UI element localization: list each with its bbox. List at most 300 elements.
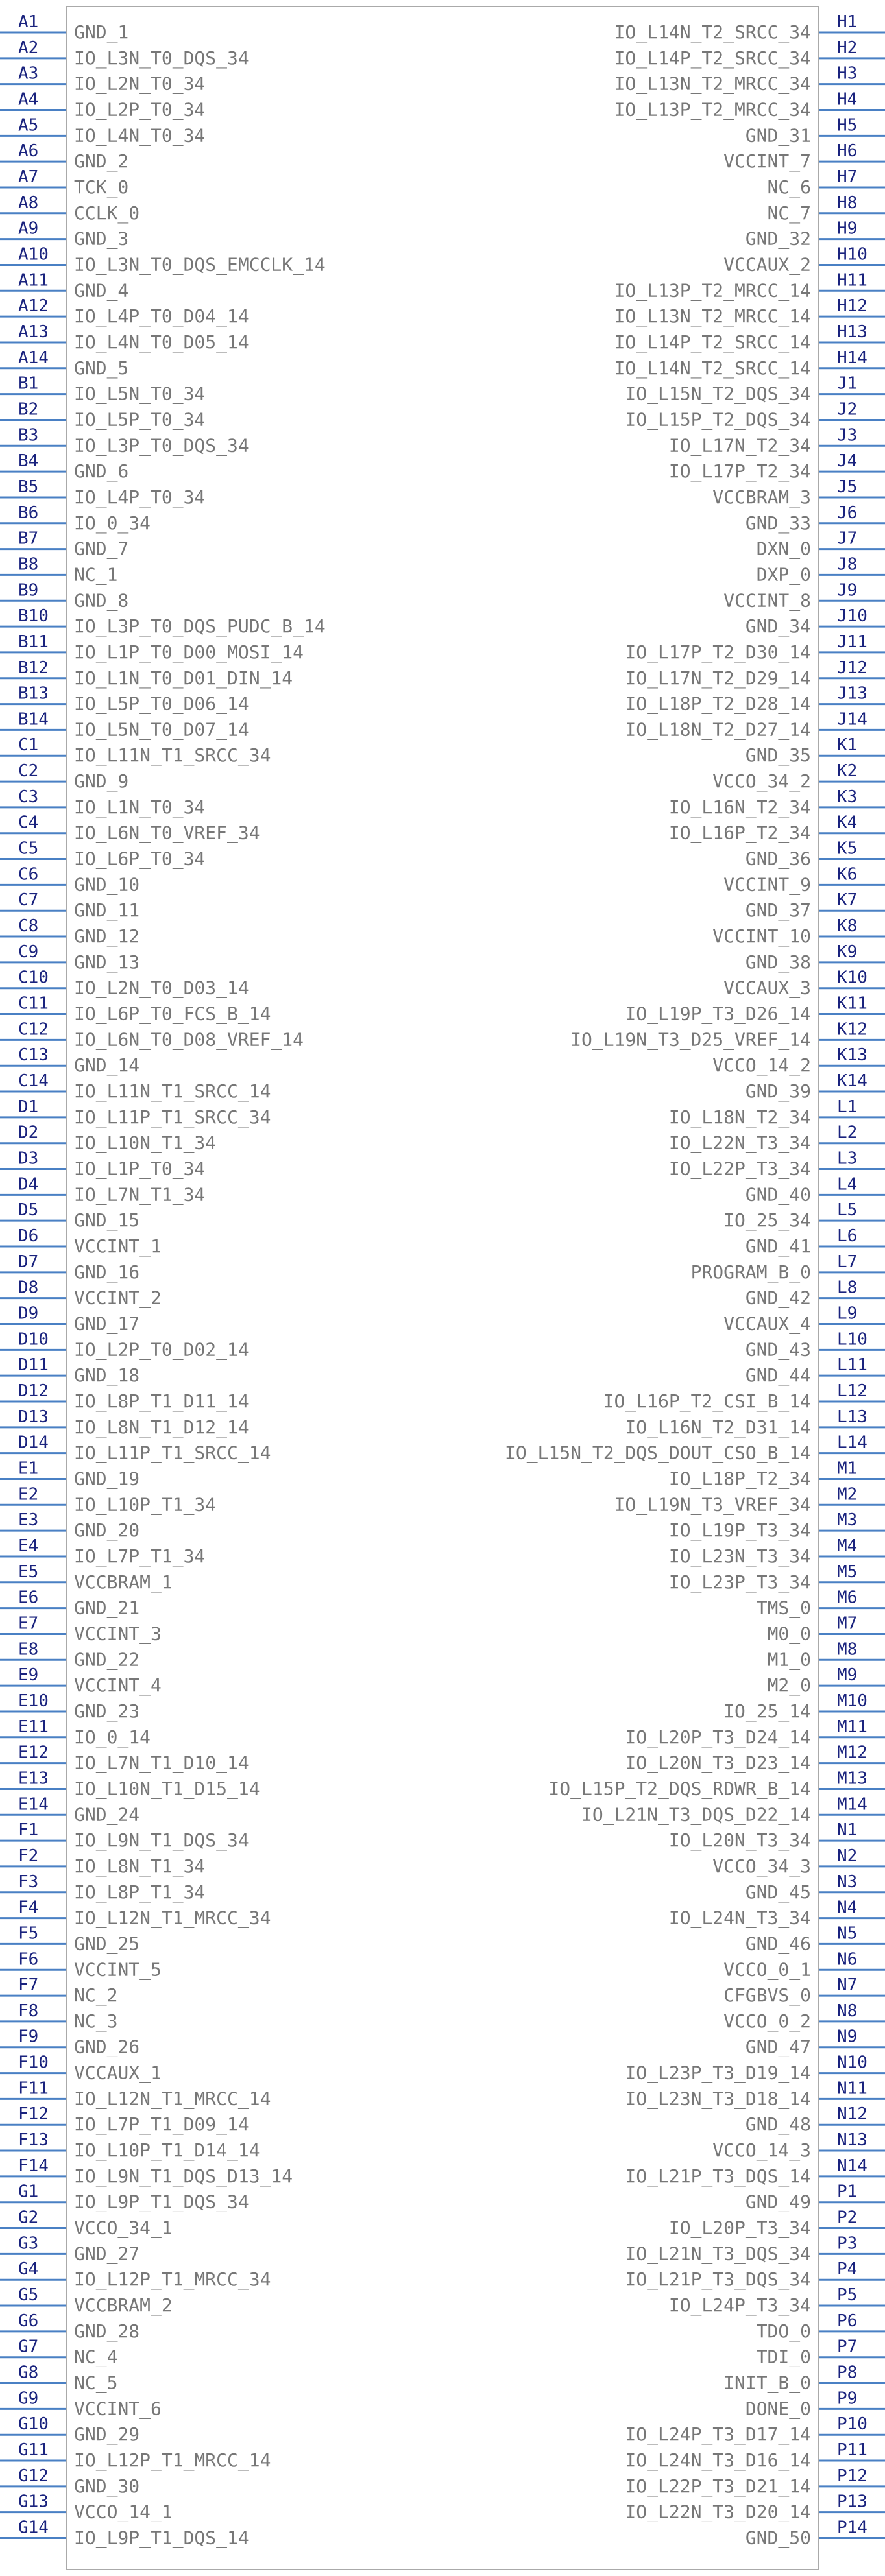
pin-name: IO_L23N_T3_34 [668, 1545, 811, 1567]
pin-number: J7 [837, 529, 858, 549]
pin-number: B10 [18, 606, 49, 626]
pin-name: GND_50 [745, 2527, 811, 2549]
pin-number: H8 [837, 193, 858, 213]
pin-name: IO_L21P_T3_DQS_14 [625, 2165, 811, 2187]
pin-number: P3 [837, 2234, 858, 2254]
pin-name: GND_11 [74, 900, 140, 922]
pin-name: IO_L23N_T3_D18_14 [625, 2088, 811, 2110]
pin-name: IO_L1N_T0_34 [74, 796, 206, 818]
pin-name: VCCAUX_2 [723, 254, 811, 276]
pin-name: IO_L20N_T3_34 [668, 1830, 811, 1852]
pin-name: IO_L6P_T0_FCS_B_14 [74, 1003, 271, 1025]
pin-number: A9 [18, 219, 39, 239]
pin-name: IO_L13P_T2_MRCC_14 [614, 280, 811, 302]
pin-name: VCCINT_9 [723, 874, 811, 896]
pin-number: M6 [837, 1588, 858, 1608]
pin-number: H1 [837, 12, 858, 32]
pin-name: IO_L18P_T2_34 [668, 1468, 811, 1490]
pin-name: IO_L21N_T3_DQS_D22_14 [581, 1804, 811, 1826]
pin-number: M9 [837, 1665, 858, 1686]
pin-name: NC_1 [74, 564, 118, 586]
pin-name: GND_43 [745, 1339, 811, 1361]
pin-number: M3 [837, 1510, 858, 1531]
pin-number: N2 [837, 1846, 858, 1866]
pin-number: L4 [837, 1175, 858, 1195]
pin-number: D6 [18, 1226, 39, 1246]
pin-name: GND_48 [745, 2114, 811, 2136]
pin-number: P5 [837, 2285, 858, 2306]
pin-number: N6 [837, 1950, 858, 1970]
pin-number: D1 [18, 1097, 39, 1117]
pin-name: TMS_0 [756, 1597, 811, 1619]
pin-name: NC_3 [74, 2010, 118, 2032]
pin-name: IO_L20P_T3_34 [668, 2217, 811, 2239]
pin-number: G5 [18, 2285, 39, 2306]
pin-name: DXP_0 [756, 564, 811, 586]
pin-name: IO_L7P_T1_34 [74, 1545, 206, 1567]
pin-number: A11 [18, 270, 49, 291]
pin-number: B2 [18, 400, 39, 420]
pin-name: GND_16 [74, 1261, 140, 1283]
pin-name: VCCO_34_3 [712, 1855, 811, 1877]
pin-number: P8 [837, 2363, 858, 2383]
pin-name: IO_L17N_T2_D29_14 [625, 667, 811, 689]
pin-number: A5 [18, 115, 39, 136]
pin-name: IO_L21N_T3_DQS_34 [625, 2243, 811, 2265]
pin-name: IO_L19N_T3_D25_VREF_14 [570, 1029, 811, 1051]
pin-name: GND_28 [74, 2320, 140, 2342]
pin-number: M5 [837, 1562, 858, 1582]
pin-name: IO_L3N_T0_DQS_EMCCLK_14 [74, 254, 326, 276]
pin-name: GND_25 [74, 1933, 140, 1955]
pin-name: GND_24 [74, 1804, 140, 1826]
pin-name: IO_L24N_T3_D16_14 [625, 2450, 811, 2472]
pin-number: D13 [18, 1407, 49, 1427]
pin-number: J8 [837, 555, 858, 575]
pin-name: GND_5 [74, 357, 129, 379]
pin-number: F3 [18, 1872, 39, 1892]
pin-name: IO_L10P_T1_D14_14 [74, 2140, 260, 2162]
pin-name: IO_L17N_T2_34 [668, 435, 811, 457]
pin-number: H12 [837, 296, 867, 316]
pin-name: IO_L15P_T2_DQS_RDWR_B_14 [548, 1778, 811, 1800]
pin-number: P11 [837, 2440, 867, 2461]
pin-number: N8 [837, 2001, 858, 2021]
pin-name: VCCAUX_1 [74, 2062, 162, 2084]
pin-number: C9 [18, 942, 39, 962]
pin-number: M10 [837, 1691, 867, 1711]
pin-name: IO_L12P_T1_MRCC_34 [74, 2269, 271, 2291]
pin-name: VCCINT_3 [74, 1623, 162, 1645]
pin-name: IO_L21P_T3_DQS_34 [625, 2269, 811, 2291]
pin-name: IO_L16P_T2_34 [668, 822, 811, 844]
pin-name: GND_6 [74, 460, 129, 483]
pin-name: CFGBVS_0 [723, 1985, 811, 2007]
pin-number: K13 [837, 1045, 867, 1066]
pin-name: IO_L19N_T3_VREF_34 [614, 1494, 811, 1516]
pin-number: A13 [18, 322, 49, 342]
pin-number: G3 [18, 2234, 39, 2254]
pin-name: VCCINT_4 [74, 1675, 162, 1697]
pin-name: IO_L6P_T0_34 [74, 848, 206, 870]
pin-number: H4 [837, 89, 858, 110]
pin-number: J4 [837, 451, 858, 471]
pin-name: IO_L7P_T1_D09_14 [74, 2114, 249, 2136]
pin-number: F7 [18, 1975, 39, 1996]
pin-number: E12 [18, 1743, 49, 1763]
pin-number: G10 [18, 2415, 49, 2435]
pin-number: H13 [837, 322, 867, 342]
pin-number: L13 [837, 1407, 867, 1427]
pin-number: A14 [18, 348, 49, 368]
pin-name: GND_7 [74, 538, 129, 560]
pin-number: G8 [18, 2363, 39, 2383]
pin-number: F6 [18, 1950, 39, 1970]
pin-name: IO_L6N_T0_D08_VREF_14 [74, 1029, 304, 1051]
pin-number: D14 [18, 1433, 49, 1453]
pin-number: N1 [837, 1820, 858, 1841]
pin-name: IO_L3N_T0_DQS_34 [74, 47, 249, 69]
pin-name: GND_47 [745, 2036, 811, 2058]
pin-number: B9 [18, 580, 39, 601]
pin-name: IO_0_14 [74, 1726, 151, 1748]
pin-name: IO_L13N_T2_MRCC_34 [614, 73, 811, 95]
pin-name: IO_L5P_T0_D06_14 [74, 693, 249, 715]
pin-number: M13 [837, 1769, 867, 1789]
pin-name: TDO_0 [756, 2320, 811, 2342]
pin-number: P9 [837, 2389, 858, 2409]
pin-name: IO_L20N_T3_D23_14 [625, 1752, 811, 1774]
pin-number: N7 [837, 1975, 858, 1996]
pin-number: L12 [837, 1381, 867, 1401]
pin-name: VCCINT_1 [74, 1235, 162, 1258]
pin-name: VCCO_14_3 [712, 2140, 811, 2162]
pin-number: F1 [18, 1820, 39, 1841]
pin-name: IO_25_34 [723, 1210, 811, 1232]
pin-number: J2 [837, 400, 858, 420]
pin-number: J14 [837, 710, 867, 730]
pin-name: IO_L16P_T2_CSI_B_14 [603, 1390, 811, 1412]
pin-name: IO_L1P_T0_D00_MOSI_14 [74, 641, 304, 663]
pin-number: P1 [837, 2182, 858, 2202]
pin-name: VCCO_0_1 [723, 1959, 811, 1981]
pin-name: VCCBRAM_1 [74, 1571, 173, 1593]
pin-name: NC_5 [74, 2372, 118, 2394]
pin-number: L11 [837, 1355, 867, 1376]
pin-name: IO_L22N_T3_34 [668, 1132, 811, 1154]
pin-name: VCCINT_8 [723, 590, 811, 612]
pin-number: L10 [837, 1330, 867, 1350]
pin-number: J3 [837, 425, 858, 446]
pin-name: IO_L11N_T1_SRCC_34 [74, 745, 271, 767]
pin-number: J6 [837, 503, 858, 523]
pin-name: GND_42 [745, 1287, 811, 1309]
pin-number: E1 [18, 1459, 39, 1479]
pin-name: GND_20 [74, 1520, 140, 1542]
pin-name: GND_49 [745, 2191, 811, 2213]
pin-number: G1 [18, 2182, 39, 2202]
pin-name: VCCO_14_1 [74, 2501, 173, 2523]
pin-number: B5 [18, 477, 39, 497]
pin-number: N4 [837, 1898, 858, 1918]
pin-name: IO_L16N_T2_34 [668, 796, 811, 818]
pin-number: K2 [837, 761, 858, 781]
pin-name: IO_L14P_T2_SRCC_14 [614, 331, 811, 353]
pin-number: G6 [18, 2311, 39, 2331]
pin-name: DXN_0 [756, 538, 811, 560]
pin-name: VCCAUX_3 [723, 977, 811, 999]
pin-number: J9 [837, 580, 858, 601]
pin-number: D9 [18, 1304, 39, 1324]
pin-number: L2 [837, 1123, 858, 1143]
pin-number: L8 [837, 1278, 858, 1298]
pin-name: IO_L10N_T1_34 [74, 1132, 217, 1154]
pin-name: IO_L19P_T3_34 [668, 1520, 811, 1542]
pin-name: IO_L2P_T0_34 [74, 99, 206, 121]
pin-name: VCCO_0_2 [723, 2010, 811, 2032]
pin-number: D4 [18, 1175, 39, 1195]
pin-name: IO_L8N_T1_D12_14 [74, 1416, 249, 1438]
pin-number: B7 [18, 529, 39, 549]
pin-number: G9 [18, 2389, 39, 2409]
pin-number: D2 [18, 1123, 39, 1143]
pin-number: E9 [18, 1665, 39, 1686]
pin-name: IO_L22P_T3_34 [668, 1158, 811, 1180]
pin-number: N12 [837, 2105, 867, 2125]
pin-number: C14 [18, 1071, 49, 1091]
pin-name: GND_39 [745, 1080, 811, 1103]
pin-number: K5 [837, 839, 858, 859]
pin-name: GND_8 [74, 590, 129, 612]
pin-number: A10 [18, 244, 49, 265]
pin-number: A12 [18, 296, 49, 316]
pin-name: GND_38 [745, 951, 811, 973]
pin-name: IO_L12N_T1_MRCC_14 [74, 2088, 271, 2110]
pin-number: C4 [18, 813, 39, 833]
pin-name: IO_L16N_T2_D31_14 [625, 1416, 811, 1438]
pin-number: F2 [18, 1846, 39, 1866]
pin-name: GND_32 [745, 228, 811, 250]
pin-name: GND_22 [74, 1649, 140, 1671]
pin-number: C7 [18, 890, 39, 911]
pin-name: IO_L9N_T1_DQS_D13_14 [74, 2165, 293, 2187]
pin-name: IO_25_14 [723, 1700, 811, 1722]
pin-name: IO_L14N_T2_SRCC_34 [614, 21, 811, 43]
pin-name: GND_37 [745, 900, 811, 922]
pin-number: B14 [18, 710, 49, 730]
pin-number: B4 [18, 451, 39, 471]
pin-name: IO_L13N_T2_MRCC_14 [614, 305, 811, 328]
pin-number: K4 [837, 813, 858, 833]
pin-number: M8 [837, 1640, 858, 1660]
pin-number: C3 [18, 787, 39, 807]
pin-number: K8 [837, 916, 858, 936]
pin-name: IO_L22N_T3_D20_14 [625, 2501, 811, 2523]
pin-name: IO_L17P_T2_D30_14 [625, 641, 811, 663]
pin-name: VCCO_14_2 [712, 1055, 811, 1077]
pin-name: VCCINT_5 [74, 1959, 162, 1981]
pin-name: IO_L12N_T1_MRCC_34 [74, 1907, 271, 1929]
pin-number: M1 [837, 1459, 858, 1479]
pin-name: IO_L9P_T1_DQS_34 [74, 2191, 249, 2213]
pin-number: G11 [18, 2440, 49, 2461]
pin-number: L5 [837, 1200, 858, 1221]
pin-number: B8 [18, 555, 39, 575]
pin-name: VCCINT_7 [723, 150, 811, 173]
pin-number: H9 [837, 219, 858, 239]
pin-number: L14 [837, 1433, 867, 1453]
pin-name: IO_L24N_T3_34 [668, 1907, 811, 1929]
pin-name: VCCO_34_2 [712, 770, 811, 793]
pin-name: GND_29 [74, 2424, 140, 2446]
pin-name: IO_L9P_T1_DQS_14 [74, 2527, 249, 2549]
pin-number: C1 [18, 735, 39, 756]
pin-number: N9 [837, 2027, 858, 2047]
pin-number: K1 [837, 735, 858, 756]
pin-number: E4 [18, 1536, 39, 1556]
pin-name: GND_35 [745, 745, 811, 767]
pin-number: E10 [18, 1691, 49, 1711]
pin-name: IO_L2N_T0_D03_14 [74, 977, 249, 999]
pin-number: H3 [837, 64, 858, 84]
pin-name: IO_L11P_T1_SRCC_34 [74, 1106, 271, 1128]
pin-name: IO_L14P_T2_SRCC_34 [614, 47, 811, 69]
pin-name: PROGRAM_B_0 [690, 1261, 811, 1283]
pin-number: D12 [18, 1381, 49, 1401]
pin-name: IO_L13P_T2_MRCC_34 [614, 99, 811, 121]
pin-name: IO_L14N_T2_SRCC_14 [614, 357, 811, 379]
pin-name: GND_31 [745, 125, 811, 147]
pin-name: GND_33 [745, 512, 811, 534]
pin-number: A2 [18, 38, 39, 58]
pin-number: B11 [18, 632, 49, 652]
pin-name: VCCBRAM_2 [74, 2295, 173, 2317]
pin-name: IO_L24P_T3_D17_14 [625, 2424, 811, 2446]
pin-name: IO_L15P_T2_DQS_34 [625, 409, 811, 431]
pin-number: G13 [18, 2492, 49, 2512]
pin-number: H10 [837, 244, 867, 265]
pin-name: NC_7 [767, 202, 811, 224]
pin-number: J13 [837, 684, 867, 704]
pin-name: M0_0 [767, 1623, 811, 1645]
pin-number: C2 [18, 761, 39, 781]
pin-name: IO_0_34 [74, 512, 151, 534]
pin-name: GND_12 [74, 925, 140, 948]
pin-name: IO_L7N_T1_34 [74, 1184, 206, 1206]
pin-number: H2 [837, 38, 858, 58]
pin-number: K14 [837, 1071, 867, 1091]
pin-name: IO_L4P_T0_D04_14 [74, 305, 249, 328]
pin-name: GND_30 [74, 2475, 140, 2497]
pin-number: C5 [18, 839, 39, 859]
pin-name: GND_1 [74, 21, 129, 43]
pin-name: VCCBRAM_3 [712, 486, 811, 508]
pin-name: IO_L17P_T2_34 [668, 460, 811, 483]
pin-name: IO_L4N_T0_D05_14 [74, 331, 249, 353]
pin-number: K9 [837, 942, 858, 962]
pin-name: IO_L18N_T2_34 [668, 1106, 811, 1128]
pin-name: IO_L3P_T0_DQS_PUDC_B_14 [74, 615, 326, 638]
pin-name: VCCINT_6 [74, 2398, 162, 2420]
pin-name: IO_L23P_T3_34 [668, 1571, 811, 1593]
pin-number: J12 [837, 658, 867, 678]
pin-name: GND_34 [745, 615, 811, 638]
pin-number: N5 [837, 1924, 858, 1944]
pin-number: C6 [18, 865, 39, 885]
pin-name: GND_17 [74, 1313, 140, 1335]
pin-name: IO_L15N_T2_DQS_34 [625, 383, 811, 405]
pin-name: IO_L11P_T1_SRCC_14 [74, 1442, 271, 1464]
pin-name: GND_40 [745, 1184, 811, 1206]
pin-number: C12 [18, 1020, 49, 1040]
pin-number: N14 [837, 2156, 867, 2176]
pin-number: G4 [18, 2260, 39, 2280]
pin-number: A1 [18, 12, 39, 32]
pin-number: M4 [837, 1536, 858, 1556]
pin-name: IO_L2N_T0_34 [74, 73, 206, 95]
pin-number: P2 [837, 2208, 858, 2228]
pin-name: GND_9 [74, 770, 129, 793]
pin-name: NC_6 [767, 176, 811, 198]
pin-number: P12 [837, 2466, 867, 2486]
pin-number: P6 [837, 2311, 858, 2331]
pin-number: N10 [837, 2053, 867, 2073]
pin-number: F9 [18, 2027, 39, 2047]
pin-number: N13 [837, 2130, 867, 2151]
pin-name: GND_4 [74, 280, 129, 302]
pin-number: E13 [18, 1769, 49, 1789]
pin-name: IO_L8N_T1_34 [74, 1855, 206, 1877]
pin-number: H7 [837, 167, 858, 187]
pin-number: C11 [18, 994, 49, 1014]
pin-number: L3 [837, 1149, 858, 1169]
pin-number: F4 [18, 1898, 39, 1918]
pin-name: GND_27 [74, 2243, 140, 2265]
pin-number: K12 [837, 1020, 867, 1040]
pin-number: G12 [18, 2466, 49, 2486]
pin-name: NC_2 [74, 1985, 118, 2007]
pin-name: IO_L4P_T0_34 [74, 486, 206, 508]
pin-name: GND_14 [74, 1055, 140, 1077]
pin-number: P7 [837, 2337, 858, 2357]
pin-number: E6 [18, 1588, 39, 1608]
pin-number: A4 [18, 89, 39, 110]
pin-name: IO_L22P_T3_D21_14 [625, 2475, 811, 2497]
pin-name: IO_L1N_T0_D01_DIN_14 [74, 667, 293, 689]
pin-number: D7 [18, 1252, 39, 1272]
pin-number: B1 [18, 374, 39, 394]
pin-number: L6 [837, 1226, 858, 1246]
pin-number: A8 [18, 193, 39, 213]
pin-number: A6 [18, 141, 39, 161]
pin-number: F8 [18, 2001, 39, 2021]
pin-number: P14 [837, 2518, 867, 2538]
pin-name: M2_0 [767, 1675, 811, 1697]
pin-name: GND_19 [74, 1468, 140, 1490]
pin-number: P4 [837, 2260, 858, 2280]
pin-name: GND_10 [74, 874, 140, 896]
pin-name: IO_L6N_T0_VREF_34 [74, 822, 260, 844]
pin-name: IO_L18P_T2_D28_14 [625, 693, 811, 715]
pin-name: GND_44 [745, 1365, 811, 1387]
pin-name: IO_L3P_T0_DQS_34 [74, 435, 249, 457]
pin-number: E8 [18, 1640, 39, 1660]
pin-number: B6 [18, 503, 39, 523]
pin-number: H6 [837, 141, 858, 161]
pin-name: CCLK_0 [74, 202, 140, 224]
pin-name: GND_45 [745, 1881, 811, 1903]
pin-name: VCCAUX_4 [723, 1313, 811, 1335]
